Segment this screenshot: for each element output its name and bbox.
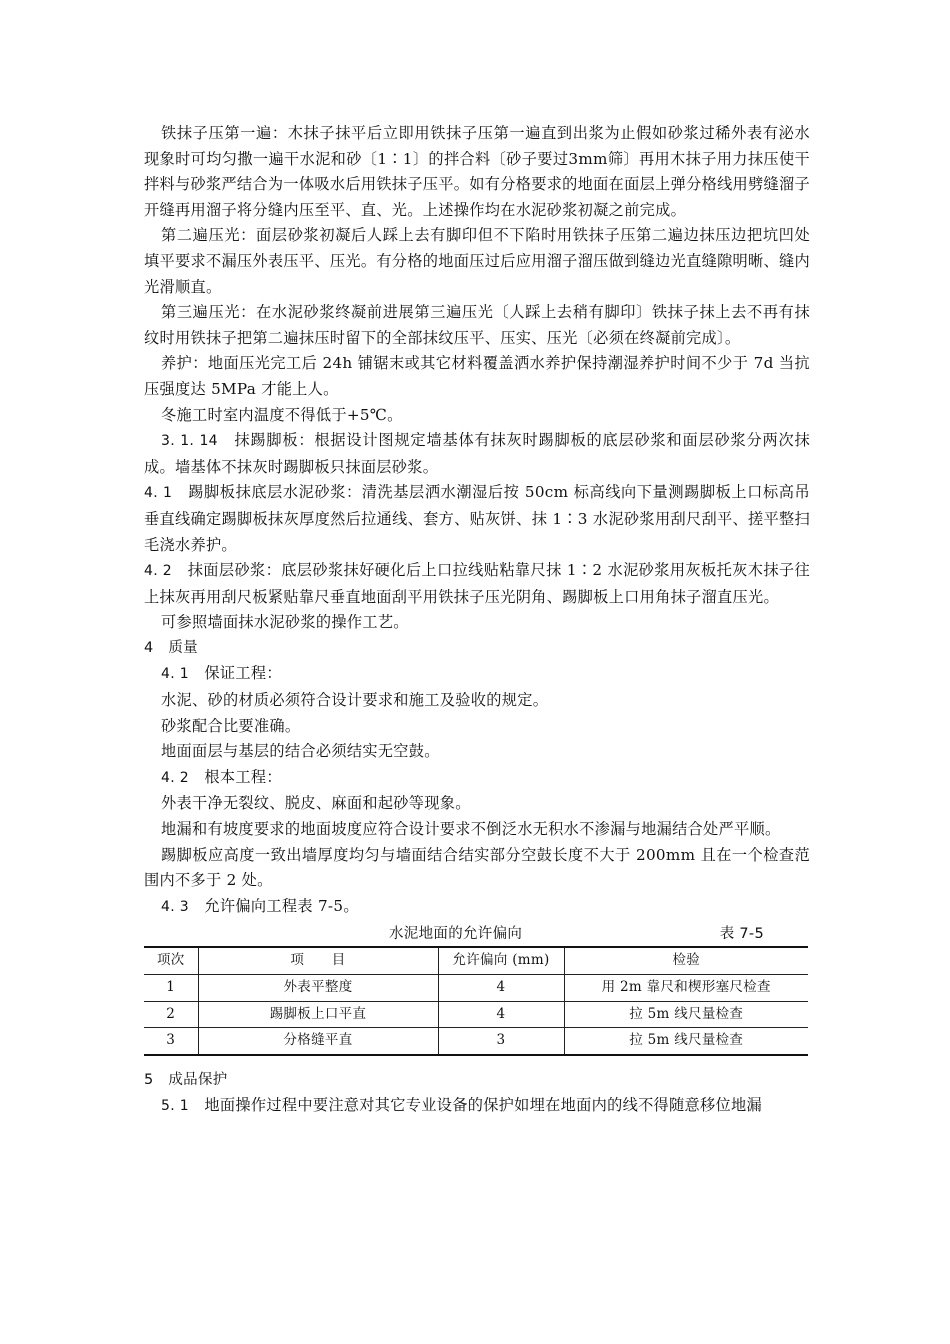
table-header-row: [144, 947, 808, 974]
heading-product-protection: [144, 1068, 810, 1094]
table-cell: 4: [438, 1001, 564, 1028]
column-header: 项 目: [198, 947, 438, 974]
section-4-1-base-coat: [144, 480, 810, 558]
list-item: 外表干净无裂纹、脱皮、麻面和起砂等现象。: [161, 794, 471, 813]
table-caption: [144, 922, 810, 946]
list-item: 地面面层与基层的结合必须结实无空鼓。: [161, 742, 440, 761]
table-cell: 踢脚板上口平直: [198, 1001, 438, 1028]
section-number: 3. 1. 14: [161, 433, 218, 450]
column-header: 允许偏向 (mm): [438, 947, 564, 974]
subheading-4-2: [144, 765, 810, 792]
list-item: 水泥、砂的材质必须符合设计要求和施工及验收的规定。: [161, 691, 549, 710]
document-page: [144, 121, 810, 1120]
table-row: [144, 975, 808, 1002]
column-header: 项次: [144, 947, 198, 974]
section-text: 地面操作过程中要注意对其它专业设备的保护如埋在地面内的线不得随意移位地漏: [204, 1096, 762, 1115]
heading-number: 4: [144, 639, 154, 656]
heading-title: 质量: [168, 639, 198, 656]
table-title: 水泥地面的允许偏向: [389, 926, 523, 943]
heading-quality: [144, 636, 810, 662]
paragraph-second-pass: 第二遍压光：面层砂浆初凝后人踩上去有脚印但不下陷时用铁抹子压第二遍边抹压边把坑凹处填平要求不漏压外表压平、压光。有分格的地面压过后应用溜子溜压做到缝边光直缝隙明晰、缝内光滑顺直。: [144, 226, 810, 296]
heading-number: 5: [144, 1071, 154, 1088]
table-cell: 3: [144, 1028, 198, 1055]
spacer: [144, 1056, 810, 1068]
subheading-4-1: [144, 661, 810, 688]
paragraph-trowel-first-pass: 铁抹子压第一遍：木抹子抹平后立即用铁抹子压第一遍直到出浆为止假如砂浆过稀外表有泌水现象时可均匀撒一遍干水泥和砂〔1∶1〕的拌合料〔砂子要过3mm筛〕再用木抹子用力抹压使干拌料与砂浆严结合为一体吸水后用铁抹子压平。如有分格要求的地面在面层上弹分格线用劈缝溜子开缝再用溜子将分缝内压至平、直、光。上述操作均在水泥砂浆初凝之前完成。: [144, 124, 810, 219]
table-cell: 拉 5m 线尺量检查: [564, 1028, 808, 1055]
heading-title: 成品保护: [168, 1071, 228, 1088]
section-text: 抹面层砂浆：底层砂浆抹好硬化后上口拉线贴粘靠尺抹 1∶2 水泥砂浆用灰板托灰木抹子往上抹灰再用刮尺板紧贴靠尺垂直地面刮平用铁抹子压光阴角、踢脚板上口用角抹子溜直压光。: [144, 561, 810, 606]
section-5-1: [144, 1093, 810, 1120]
table-cell: 外表平整度: [198, 975, 438, 1002]
list-item: 踢脚板应高度一致出墙厚度均匀与墙面结合结实部分空鼓长度不大于 200mm 且在一个检查范围内不多于 2 处。: [144, 845, 810, 890]
section-number: 4. 1: [144, 485, 173, 502]
list-item: 地漏和有坡度要求的地面坡度应符合设计要求不倒泛水无积水不渗漏与地漏结合处严平顺。: [161, 820, 781, 839]
paragraph-curing: 养护：地面压光完工后 24h 铺锯末或其它材料覆盖洒水养护保持潮湿养护时间不少于 7d 当抗压强度达 5MPa 才能上人。: [144, 354, 810, 398]
subheading-title: 保证工程：: [204, 664, 282, 683]
table-cell: 3: [438, 1028, 564, 1055]
column-header: 检验: [564, 947, 808, 974]
subheading-number: 4. 1: [161, 666, 189, 683]
paragraph-third-pass: 第三遍压光：在水泥砂浆终凝前进展第三遍压光〔人踩上去稍有脚印〕铁抹子抹上去不再有抹纹时用铁抹子把第二遍抹压时留下的全部抹纹压平、压实、压光〔必须在终凝前完成〕。: [144, 303, 810, 347]
subheading-number: 4. 2: [161, 769, 189, 786]
subheading-title: 根本工程：: [204, 767, 282, 786]
section-text: 踢脚板抹底层水泥砂浆：清洗基层洒水潮湿后按 50cm 标高线向下量测踢脚板上口标高吊垂直线确定踢脚板抹灰厚度然后拉通线、套方、贴灰饼、抹 1∶3 水泥砂浆用刮尺刮平、搓平整扫毛浇水养护。: [144, 483, 810, 554]
section-4-2-finish-coat: [144, 558, 810, 610]
table-cell: 拉 5m 线尺量检查: [564, 1001, 808, 1028]
paragraph-winter: 冬施工时室内温度不得低于+5℃。: [161, 405, 403, 424]
table-cell: 1: [144, 975, 198, 1002]
subheading-4-3: [144, 894, 810, 921]
list-item: 砂浆配合比要准确。: [161, 716, 301, 735]
subheading-text: 允许偏向工程表 7-5。: [204, 896, 359, 915]
section-number: 5. 1: [161, 1098, 189, 1115]
table-cell: 2: [144, 1001, 198, 1028]
subheading-number: 4. 3: [161, 898, 189, 915]
tolerance-table: [144, 946, 808, 1055]
table-cell: 4: [438, 975, 564, 1002]
table-number: 表 7-5: [719, 926, 764, 943]
table-row: [144, 1028, 808, 1055]
section-text: 抹踢脚板：根据设计图规定墙基体有抹灰时踢脚板的底层砂浆和面层砂浆分两次抹成。墙基体不抹灰时踢脚板只抹面层砂浆。: [144, 431, 810, 476]
section-number: 4. 2: [144, 563, 173, 580]
table-row: [144, 1001, 808, 1028]
table-cell: 分格缝平直: [198, 1028, 438, 1055]
section-3-1-14: [144, 428, 810, 480]
paragraph-reference: 可参照墙面抹水泥砂浆的操作工艺。: [161, 613, 409, 632]
table-cell: 用 2m 靠尺和楔形塞尺检查: [564, 975, 808, 1002]
